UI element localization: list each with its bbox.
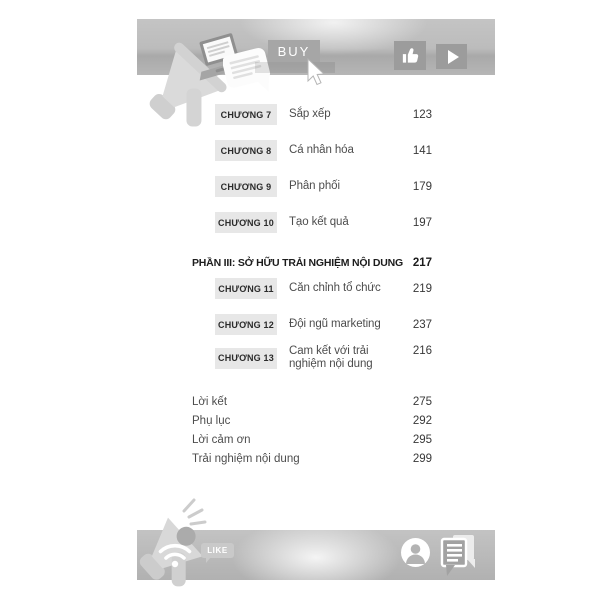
toc-row-chuong-7 (192, 104, 432, 125)
part-3-heading (192, 255, 432, 270)
back-matter-page-number: 275 (412, 395, 432, 408)
chapter-page-number: 179 (412, 180, 432, 193)
chapter-title: Phân phối (289, 180, 340, 192)
back-matter-row (192, 413, 432, 428)
chapter-badge: CHƯƠNG 10 (215, 212, 277, 233)
toc-row-chuong-9 (192, 176, 432, 197)
chapter-badge: CHƯƠNG 12 (215, 314, 277, 335)
header-banner (137, 19, 495, 75)
sound-lines (184, 500, 205, 524)
back-matter-row (192, 432, 432, 447)
back-matter-title: Lời kết (192, 395, 228, 408)
part-heading-page-number: 217 (412, 256, 432, 269)
back-matter-page-number: 292 (412, 414, 432, 427)
back-matter-title: Phụ lục (192, 414, 231, 427)
back-matter-list (192, 394, 432, 466)
chapter-title: Đội ngũ marketing (289, 318, 381, 330)
play-icon[interactable] (436, 44, 467, 69)
chapter-title: Tạo kết quả (289, 216, 349, 228)
chapter-title: Sắp xếp (289, 108, 331, 120)
chapter-page-number: 141 (412, 144, 432, 157)
toc-row-chuong-10 (192, 212, 432, 233)
chapter-badge: CHƯƠNG 11 (215, 278, 277, 299)
chapter-title: Cam kết với trải nghiệm nội dung (289, 345, 373, 370)
back-matter-page-number: 295 (412, 433, 432, 446)
chapter-page-number: 197 (412, 216, 432, 229)
chapter-badge: CHƯƠNG 9 (215, 176, 277, 197)
back-matter-title: Trải nghiệm nội dung (192, 452, 300, 465)
toc-row-chuong-13 (192, 344, 432, 372)
like-bubble[interactable]: LIKE (201, 543, 234, 558)
back-matter-title: Lời cảm ơn (192, 433, 251, 446)
chat-bubble-icon (223, 45, 273, 101)
footer-banner (137, 530, 495, 580)
chapter-title: Căn chỉnh tổ chức (289, 282, 381, 294)
table-of-contents (192, 98, 432, 470)
toc-row-chuong-8 (192, 140, 432, 161)
thumbs-up-icon[interactable] (394, 41, 426, 70)
back-matter-row (192, 451, 432, 466)
toc-row-chuong-12 (192, 314, 432, 335)
chapter-page-number: 216 (412, 345, 432, 357)
cursor-icon (303, 57, 327, 87)
buy-button[interactable]: BUY (268, 40, 320, 62)
back-matter-page-number: 299 (412, 452, 432, 465)
part-heading-label: PHẦN III: SỞ HỮU TRẢI NGHIỆM NỘI DUNG (192, 256, 403, 269)
wifi-icon (157, 539, 193, 569)
back-matter-row (192, 394, 432, 409)
chat-messages-icon[interactable] (438, 534, 478, 580)
chapter-page-number: 123 (412, 108, 432, 121)
person-icon[interactable] (401, 538, 430, 567)
chapter-badge: CHƯƠNG 7 (215, 104, 277, 125)
chapter-title: Cá nhân hóa (289, 144, 354, 156)
chapter-page-number: 219 (412, 282, 432, 295)
chapter-badge: CHƯƠNG 13 (215, 348, 277, 369)
play-triangle (448, 50, 459, 64)
chapter-badge: CHƯƠNG 8 (215, 140, 277, 161)
chapter-page-number: 237 (412, 318, 432, 331)
toc-row-chuong-11 (192, 278, 432, 299)
